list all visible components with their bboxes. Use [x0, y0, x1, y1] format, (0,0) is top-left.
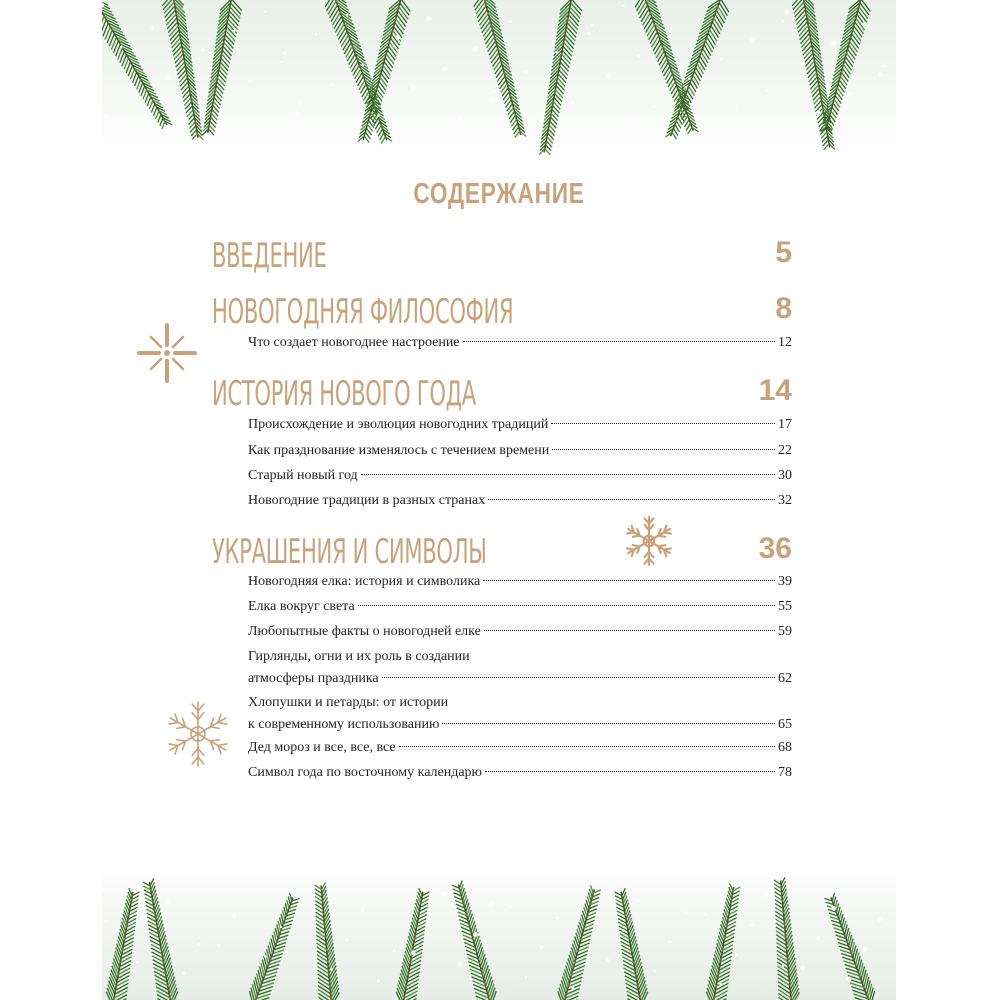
toc-entry[interactable] — [248, 490, 792, 512]
toc-entry-page: 62 — [778, 671, 792, 686]
dot-leader — [483, 580, 775, 581]
dot-leader — [361, 474, 775, 475]
toc-entry-text: Дед мороз и все, все, все — [248, 740, 396, 755]
fir-garland-bottom — [102, 860, 896, 1000]
dot-leader — [488, 499, 775, 500]
toc-entry[interactable] — [248, 596, 792, 618]
toc-entry[interactable] — [248, 440, 792, 462]
section-page-number: 8 — [775, 292, 792, 325]
toc-entry-page: 59 — [778, 624, 792, 639]
book-page — [102, 0, 896, 1000]
dot-leader — [552, 449, 775, 450]
toc-entry-page: 32 — [778, 493, 792, 508]
toc-entry-text: к современному использованию — [248, 717, 440, 732]
toc-entry[interactable] — [248, 465, 792, 487]
snowflake-icon — [622, 514, 676, 568]
section-heading-intro[interactable] — [212, 236, 792, 280]
section-title: ИСТОРИЯ НОВОГО ГОДА — [212, 374, 476, 414]
dot-leader — [551, 423, 775, 424]
toc-entry[interactable] — [248, 332, 792, 354]
toc-entry[interactable] — [248, 762, 792, 784]
toc-entry-page: 55 — [778, 599, 792, 614]
toc-entry-page: 22 — [778, 443, 792, 458]
section-title: НОВОГОДНЯЯ ФИЛОСОФИЯ — [212, 292, 514, 332]
toc-title: СОДЕРЖАНИЕ — [413, 178, 585, 210]
toc-entry-text: Происхождение и эволюция новогодних традиций — [248, 417, 549, 432]
dot-leader — [382, 677, 775, 678]
toc-entry-text: Что создает новогоднее настроение — [248, 335, 460, 350]
toc-entry-page: 30 — [778, 468, 792, 483]
section-page-number: 5 — [775, 236, 792, 269]
dot-leader — [399, 746, 775, 747]
toc-entry-page: 78 — [778, 765, 792, 780]
dot-leader — [442, 723, 775, 724]
section-title: УКРАШЕНИЯ И СИМВОЛЫ — [212, 532, 487, 572]
toc-entry-text: Елка вокруг света — [248, 599, 355, 614]
toc-entry-text: Любопытные факты о новогодней елке — [248, 624, 481, 639]
toc-entry[interactable] — [248, 414, 792, 436]
toc-entry-page: 39 — [778, 574, 792, 589]
toc-entry-page: 17 — [778, 417, 792, 432]
toc-entry-text: Как празднование изменялось с течением времени — [248, 443, 550, 458]
dot-leader — [485, 771, 775, 772]
star-burst-icon — [136, 322, 198, 384]
toc-entry-page: 12 — [778, 335, 792, 350]
toc-entry-text-line1: Хлопушки и петарды: от истории — [248, 695, 449, 710]
toc-entry-page: 68 — [778, 740, 792, 755]
toc-entry-text: Старый новый год — [248, 468, 358, 483]
toc-entry-text-line1: Гирлянды, огни и их роль в создании — [248, 649, 470, 664]
toc-entry-page: 65 — [778, 717, 792, 732]
toc-entry[interactable] — [248, 737, 792, 759]
section-heading-decorations[interactable] — [212, 532, 792, 576]
toc-entry-text: Новогодняя елка: история и символика — [248, 574, 481, 589]
toc-entry-text: атмосферы праздника — [248, 671, 379, 686]
dot-leader — [358, 605, 775, 606]
section-heading-history[interactable] — [212, 374, 792, 418]
snowflake-outline-icon — [162, 698, 234, 770]
section-heading-philosophy[interactable] — [212, 292, 792, 336]
toc-entry[interactable] — [248, 646, 792, 690]
toc-entry[interactable] — [248, 621, 792, 643]
section-title: ВВЕДЕНИЕ — [212, 236, 327, 276]
toc-entry-text: Символ года по восточному календарю — [248, 765, 483, 780]
toc-entry[interactable] — [248, 571, 792, 593]
dot-leader — [463, 341, 775, 342]
fir-garland-top — [102, 0, 896, 160]
section-page-number: 14 — [758, 374, 792, 407]
toc-entry-text: Новогодние традиции в разных странах — [248, 493, 486, 508]
section-page-number: 36 — [758, 532, 792, 565]
dot-leader — [484, 630, 775, 631]
toc-entry[interactable] — [248, 692, 792, 736]
